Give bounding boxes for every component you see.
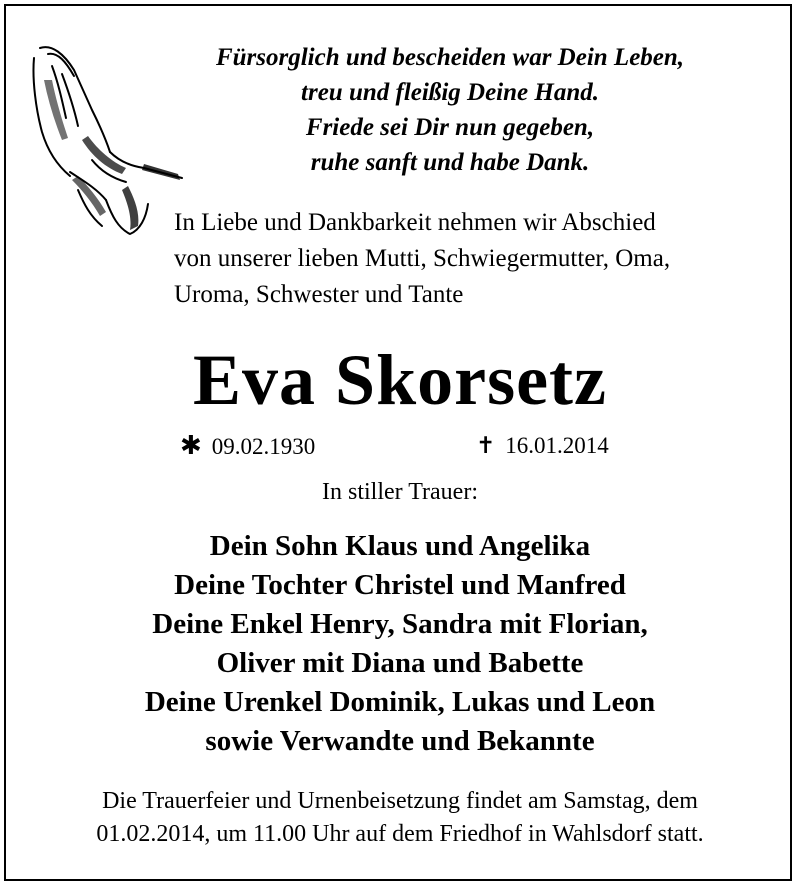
poem-line: ruhe sanft und habe Dank. <box>310 149 590 176</box>
mourner-line: Deine Tochter Christel und Manfred <box>174 569 626 601</box>
memorial-poem <box>160 40 740 180</box>
poem-line: Fürsorglich und bescheiden war Dein Leben, <box>215 44 685 71</box>
footer-line: Die Trauerfeier und Urnenbeisetzung findet am Samstag, dem <box>102 788 698 814</box>
mourner-line: Deine Urenkel Dominik, Lukas und Leon <box>144 686 656 718</box>
mourners-list <box>0 527 800 761</box>
footer-line: 01.02.2014, um 11.00 Uhr auf dem Friedhof in Wahlsdorf statt. <box>96 821 704 847</box>
intro-line: Uroma, Schwester und Tante <box>174 281 464 308</box>
intro-line: von unserer lieben Mutti, Schwiegermutter, Oma, <box>174 245 671 272</box>
mourner-line: sowie Verwandte und Bekannte <box>205 725 595 757</box>
death-date-value: 16.01.2014 <box>505 433 609 458</box>
intro-line: In Liebe und Dankbarkeit nehmen wir Abschied <box>174 209 656 236</box>
farewell-intro <box>174 205 784 313</box>
mourner-line: Deine Enkel Henry, Sandra mit Florian, <box>152 608 648 640</box>
mourning-heading: In stiller Trauer: <box>322 479 478 505</box>
deceased-name: Eva Skorsetz <box>193 340 607 420</box>
poem-line: treu und fleißig Deine Hand. <box>301 79 599 106</box>
star-icon: ✱ <box>180 431 202 460</box>
mourner-line: Dein Sohn Klaus und Angelika <box>209 530 591 562</box>
cross-icon: ✝ <box>476 433 496 458</box>
service-details <box>0 785 800 851</box>
poem-line: Friede sei Dir nun gegeben, <box>305 114 595 141</box>
birth-date-value: 09.02.1930 <box>211 434 316 459</box>
death-date <box>476 430 609 462</box>
mourner-line: Oliver mit Diana und Babette <box>216 647 584 679</box>
birth-date <box>180 430 315 463</box>
